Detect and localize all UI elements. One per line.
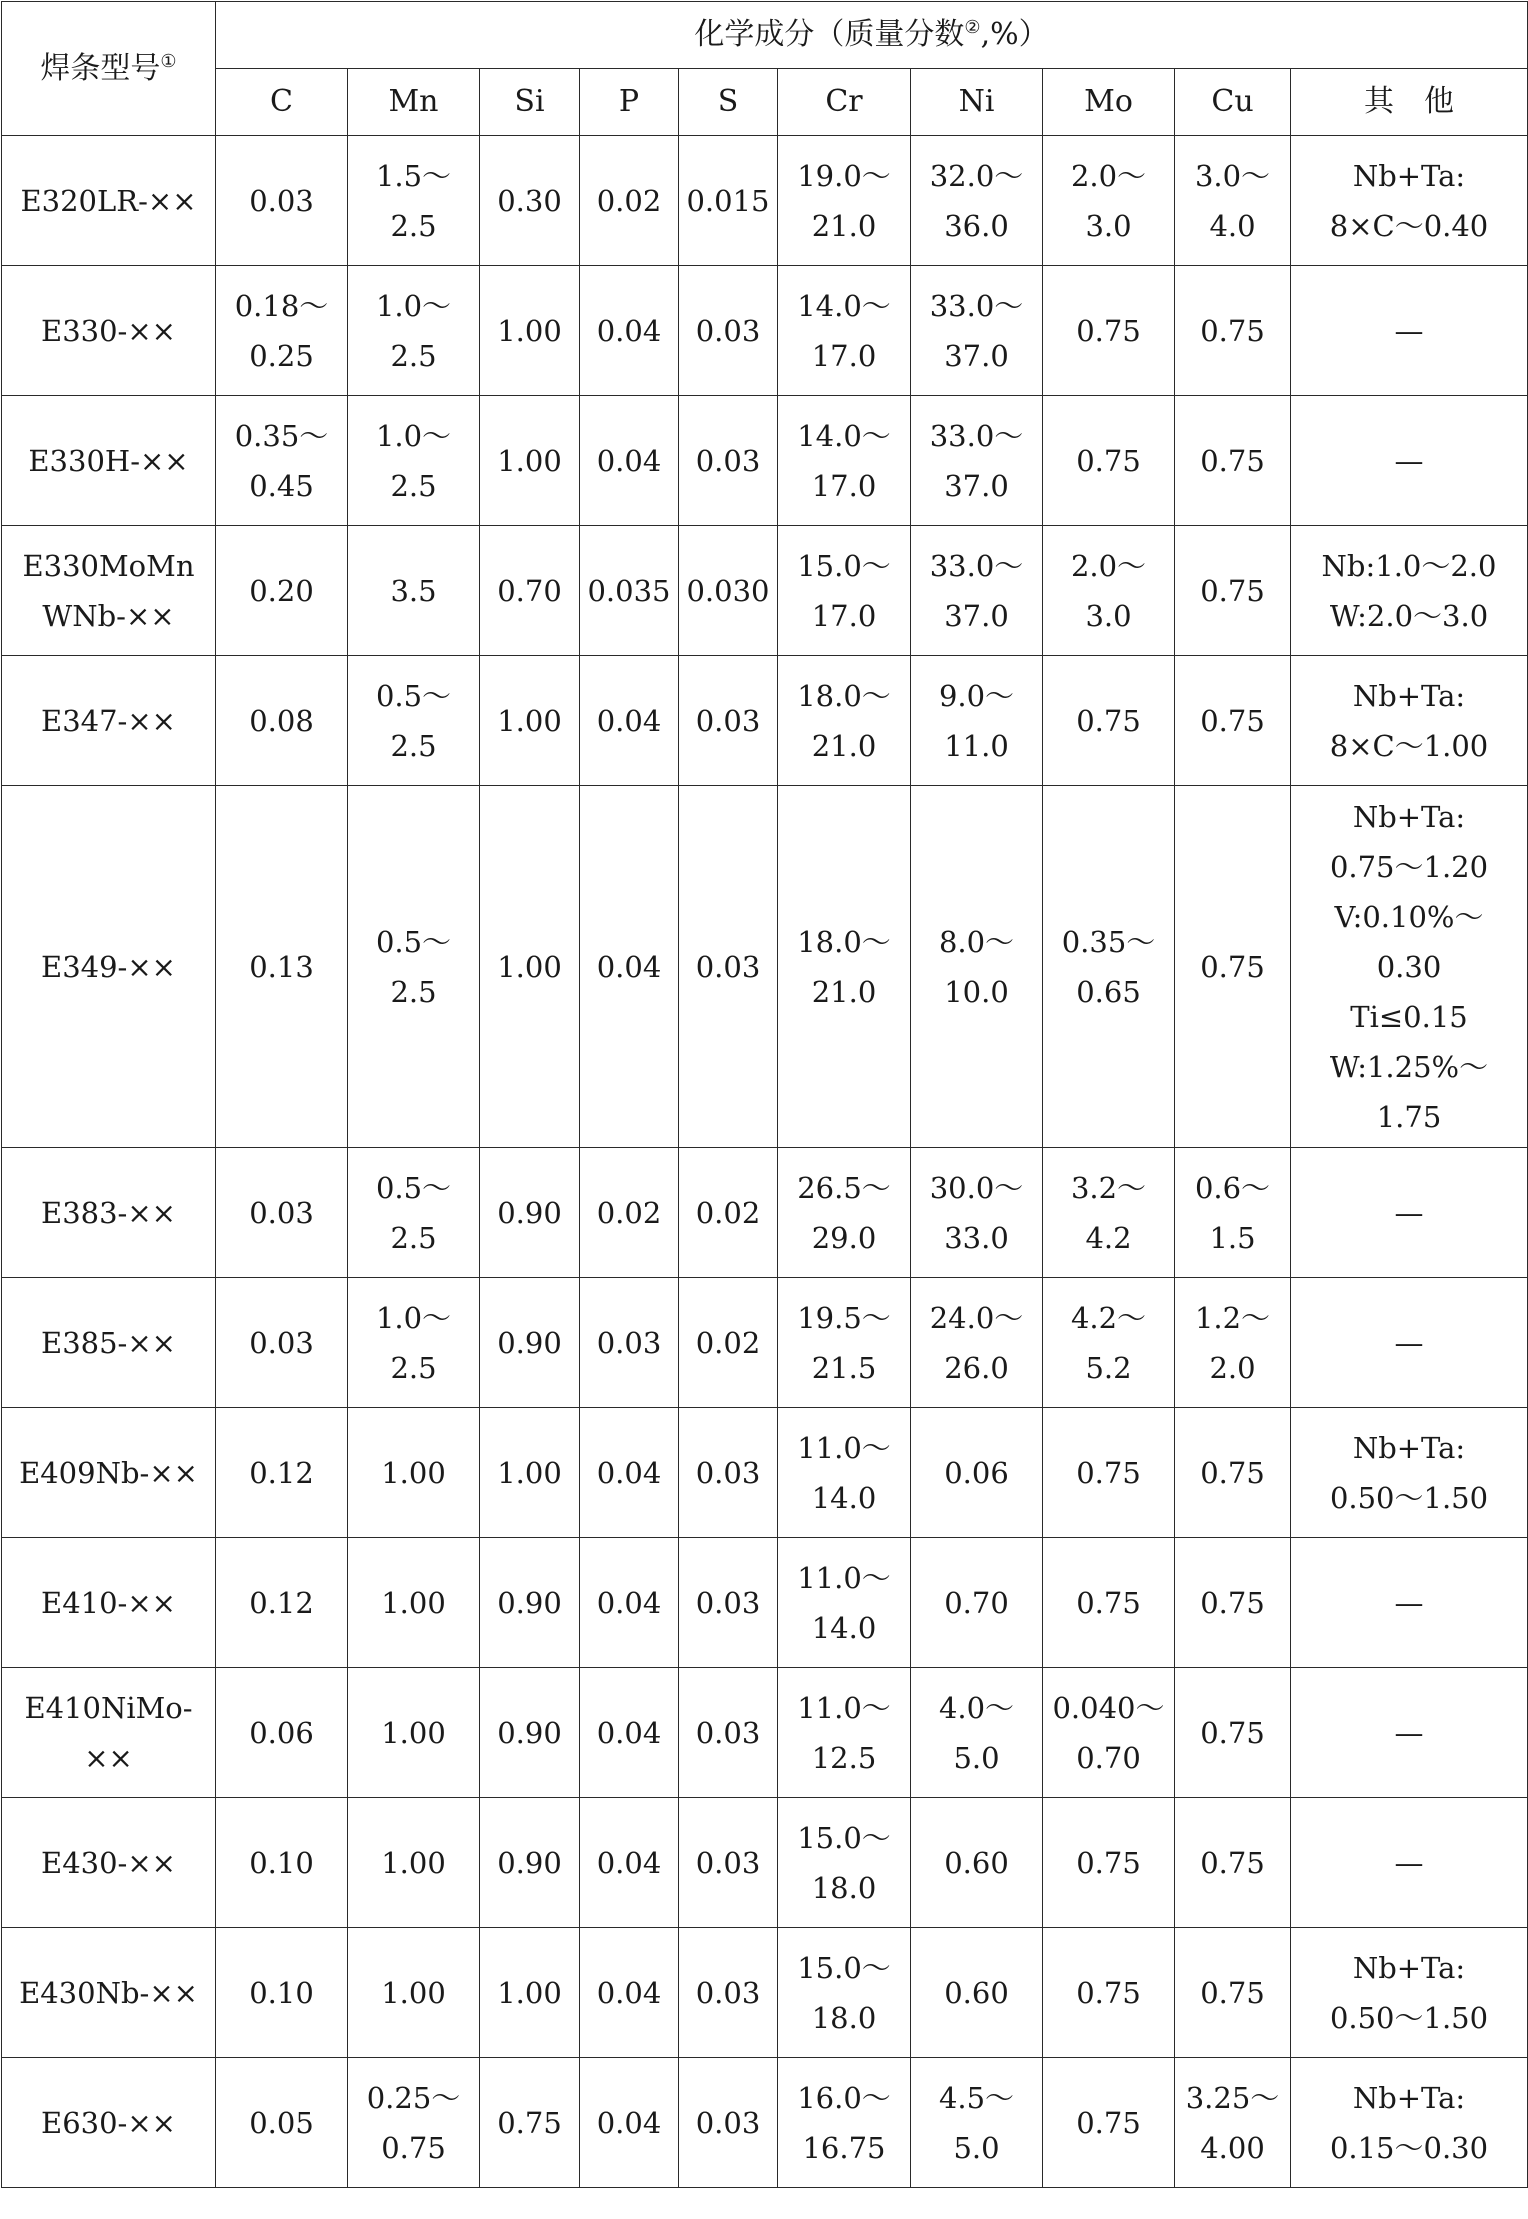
value-cell: — [1291,1148,1528,1278]
value-cell: 0.75 [1043,396,1175,526]
value-cell: 1.0～ 2.5 [348,396,480,526]
electrode-type-cell: E430Nb-×× [2,1928,216,2058]
value-cell: 0.75 [1175,1668,1291,1798]
type-header-label: 焊条型号① [40,50,177,86]
value-cell: 0.03 [679,266,778,396]
value-cell: 0.75 [1175,1538,1291,1668]
value-cell: — [1291,1538,1528,1668]
value-cell: 0.75 [1043,1928,1175,2058]
value-cell: Nb+Ta: 0.50～1.50 [1291,1928,1528,2058]
electrode-type-cell: E430-×× [2,1798,216,1928]
type-header [2,2,216,136]
table-row [2,1928,1528,2058]
table-row [2,656,1528,786]
value-cell: 0.90 [480,1278,580,1408]
value-cell: 1.00 [348,1538,480,1668]
value-cell: 0.02 [580,136,679,266]
value-cell: 0.75 [1175,786,1291,1148]
value-cell: 0.75 [480,2058,580,2188]
value-cell: 0.03 [216,1148,348,1278]
value-cell: 0.08 [216,656,348,786]
column-header: Ni [911,69,1043,136]
value-cell: 0.75 [1043,656,1175,786]
value-cell: 0.60 [911,1928,1043,2058]
value-cell: 0.03 [679,396,778,526]
value-cell: 0.75 [1043,1408,1175,1538]
value-cell: 15.0～ 17.0 [778,526,911,656]
value-cell: 8.0～ 10.0 [911,786,1043,1148]
value-cell: 0.75 [1175,1408,1291,1538]
value-cell: 0.04 [580,266,679,396]
electrode-type-cell: E383-×× [2,1148,216,1278]
value-cell: 0.04 [580,1538,679,1668]
value-cell: 0.12 [216,1408,348,1538]
value-cell: 30.0～ 33.0 [911,1148,1043,1278]
value-cell: 0.75 [1175,526,1291,656]
value-cell: 0.18～ 0.25 [216,266,348,396]
value-cell: 18.0～ 21.0 [778,786,911,1148]
value-cell: 11.0～ 14.0 [778,1408,911,1538]
value-cell: 0.75 [1043,266,1175,396]
value-cell: Nb+Ta: 8×C～1.00 [1291,656,1528,786]
value-cell: 9.0～ 11.0 [911,656,1043,786]
value-cell: 0.75 [1043,1798,1175,1928]
value-cell: 0.035 [580,526,679,656]
value-cell: 33.0～ 37.0 [911,396,1043,526]
value-cell: Nb+Ta: 0.75～1.20 V:0.10%～ 0.30 Ti≤0.15 W:1.25%～ 1.75 [1291,786,1528,1148]
value-cell: 0.03 [679,1928,778,2058]
value-cell: 0.75 [1175,266,1291,396]
table-row [2,396,1528,526]
value-cell: 1.5～ 2.5 [348,136,480,266]
value-cell: 0.90 [480,1668,580,1798]
value-cell: 0.03 [679,1668,778,1798]
value-cell: 2.0～ 3.0 [1043,526,1175,656]
composition-header-label: 化学成分（质量分数②,%） [694,17,1049,52]
value-cell: 0.040～ 0.70 [1043,1668,1175,1798]
column-header: Cr [778,69,911,136]
table-row [2,1668,1528,1798]
value-cell: 0.60 [911,1798,1043,1928]
column-header: Mo [1043,69,1175,136]
electrode-type-cell: E347-×× [2,656,216,786]
value-cell: 0.75 [1175,396,1291,526]
value-cell: 0.5～ 2.5 [348,656,480,786]
column-header: C [216,69,348,136]
table-row [2,2058,1528,2188]
electrode-type-cell: E330H-×× [2,396,216,526]
electrode-type-cell: E385-×× [2,1278,216,1408]
electrode-type-cell: E630-×× [2,2058,216,2188]
table-row [2,136,1528,266]
column-header: Si [480,69,580,136]
value-cell: 1.00 [480,656,580,786]
value-cell: 0.03 [679,1538,778,1668]
composition-group-header [216,2,1528,69]
value-cell: 0.6～ 1.5 [1175,1148,1291,1278]
value-cell: 0.03 [679,2058,778,2188]
value-cell: 0.35～ 0.65 [1043,786,1175,1148]
value-cell: 1.00 [348,1408,480,1538]
table-row [2,1148,1528,1278]
value-cell: 0.015 [679,136,778,266]
table-row [2,1798,1528,1928]
value-cell: 3.5 [348,526,480,656]
value-cell: 0.04 [580,656,679,786]
value-cell: 16.0～ 16.75 [778,2058,911,2188]
value-cell: 0.03 [216,1278,348,1408]
value-cell: 0.06 [216,1668,348,1798]
value-cell: 0.90 [480,1798,580,1928]
value-cell: 18.0～ 21.0 [778,656,911,786]
value-cell: 0.03 [216,136,348,266]
value-cell: 0.03 [679,786,778,1148]
value-cell: 33.0～ 37.0 [911,266,1043,396]
value-cell: 0.04 [580,1798,679,1928]
value-cell: 0.90 [480,1538,580,1668]
table-row [2,1538,1528,1668]
value-cell: 0.04 [580,396,679,526]
value-cell: Nb+Ta: 0.15～0.30 [1291,2058,1528,2188]
value-cell: 1.00 [348,1668,480,1798]
value-cell: 0.12 [216,1538,348,1668]
electrode-type-cell: E330MoMn WNb-×× [2,526,216,656]
value-cell: 1.2～ 2.0 [1175,1278,1291,1408]
value-cell: 1.0～ 2.5 [348,266,480,396]
value-cell: 0.13 [216,786,348,1148]
table-row [2,786,1528,1148]
value-cell: 0.03 [679,1798,778,1928]
value-cell: 4.2～ 5.2 [1043,1278,1175,1408]
value-cell: 4.0～ 5.0 [911,1668,1043,1798]
column-header: Mn [348,69,480,136]
value-cell: 19.5～ 21.5 [778,1278,911,1408]
value-cell: 0.02 [679,1278,778,1408]
value-cell: 0.75 [1175,656,1291,786]
value-cell: 0.75 [1175,1928,1291,2058]
value-cell: 11.0～ 14.0 [778,1538,911,1668]
value-cell: 1.00 [480,1408,580,1538]
value-cell: 3.2～ 4.2 [1043,1148,1175,1278]
value-cell: 3.25～ 4.00 [1175,2058,1291,2188]
value-cell: 1.00 [348,1928,480,2058]
table-body [2,136,1528,2188]
value-cell: 11.0～ 12.5 [778,1668,911,1798]
table-row [2,526,1528,656]
value-cell: 14.0～ 17.0 [778,396,911,526]
value-cell: 0.10 [216,1928,348,2058]
value-cell: 0.75 [1043,2058,1175,2188]
value-cell: 0.03 [679,1408,778,1538]
value-cell: 15.0～ 18.0 [778,1798,911,1928]
value-cell: 0.04 [580,786,679,1148]
value-cell: 4.5～ 5.0 [911,2058,1043,2188]
value-cell: 0.03 [580,1278,679,1408]
value-cell: 0.04 [580,1928,679,2058]
electrode-type-cell: E349-×× [2,786,216,1148]
value-cell: 1.00 [480,266,580,396]
value-cell: 0.30 [480,136,580,266]
value-cell: — [1291,1668,1528,1798]
value-cell: 1.0～ 2.5 [348,1278,480,1408]
value-cell: 32.0～ 36.0 [911,136,1043,266]
electrode-type-cell: E330-×× [2,266,216,396]
electrode-type-cell: E409Nb-×× [2,1408,216,1538]
value-cell: 1.00 [480,1928,580,2058]
electrode-type-cell: E410NiMo- ×× [2,1668,216,1798]
value-cell: — [1291,396,1528,526]
value-cell: 0.20 [216,526,348,656]
value-cell: 0.10 [216,1798,348,1928]
value-cell: 0.05 [216,2058,348,2188]
value-cell: 0.75 [1043,1538,1175,1668]
value-cell: 0.90 [480,1148,580,1278]
value-cell: Nb+Ta: 0.50～1.50 [1291,1408,1528,1538]
value-cell: 0.25～ 0.75 [348,2058,480,2188]
column-header: S [679,69,778,136]
value-cell: — [1291,266,1528,396]
value-cell: 1.00 [480,396,580,526]
value-cell: Nb:1.0～2.0 W:2.0～3.0 [1291,526,1528,656]
table-row [2,1408,1528,1538]
value-cell: — [1291,1278,1528,1408]
value-cell: 0.04 [580,1668,679,1798]
value-cell: 2.0～ 3.0 [1043,136,1175,266]
value-cell: 1.00 [348,1798,480,1928]
table-row [2,1278,1528,1408]
value-cell: 0.5～ 2.5 [348,786,480,1148]
value-cell: 3.0～ 4.0 [1175,136,1291,266]
value-cell: 0.5～ 2.5 [348,1148,480,1278]
column-header: Cu [1175,69,1291,136]
composition-table [1,1,1528,2188]
value-cell: 0.04 [580,2058,679,2188]
value-cell: 0.04 [580,1408,679,1538]
value-cell: — [1291,1798,1528,1928]
electrode-type-cell: E320LR-×× [2,136,216,266]
value-cell: 0.02 [679,1148,778,1278]
value-cell: 26.5～ 29.0 [778,1148,911,1278]
value-cell: 0.70 [911,1538,1043,1668]
value-cell: 0.030 [679,526,778,656]
column-header: P [580,69,679,136]
value-cell: 0.70 [480,526,580,656]
value-cell: 19.0～ 21.0 [778,136,911,266]
value-cell: 0.06 [911,1408,1043,1538]
value-cell: 33.0～ 37.0 [911,526,1043,656]
column-header: 其 他 [1291,69,1528,136]
column-header-row [2,69,1528,136]
electrode-type-cell: E410-×× [2,1538,216,1668]
value-cell: 0.02 [580,1148,679,1278]
value-cell: 0.35～ 0.45 [216,396,348,526]
value-cell: 24.0～ 26.0 [911,1278,1043,1408]
value-cell: 14.0～ 17.0 [778,266,911,396]
value-cell: Nb+Ta: 8×C～0.40 [1291,136,1528,266]
value-cell: 0.03 [679,656,778,786]
value-cell: 1.00 [480,786,580,1148]
table-row [2,266,1528,396]
value-cell: 15.0～ 18.0 [778,1928,911,2058]
table-header [2,2,1528,136]
value-cell: 0.75 [1175,1798,1291,1928]
